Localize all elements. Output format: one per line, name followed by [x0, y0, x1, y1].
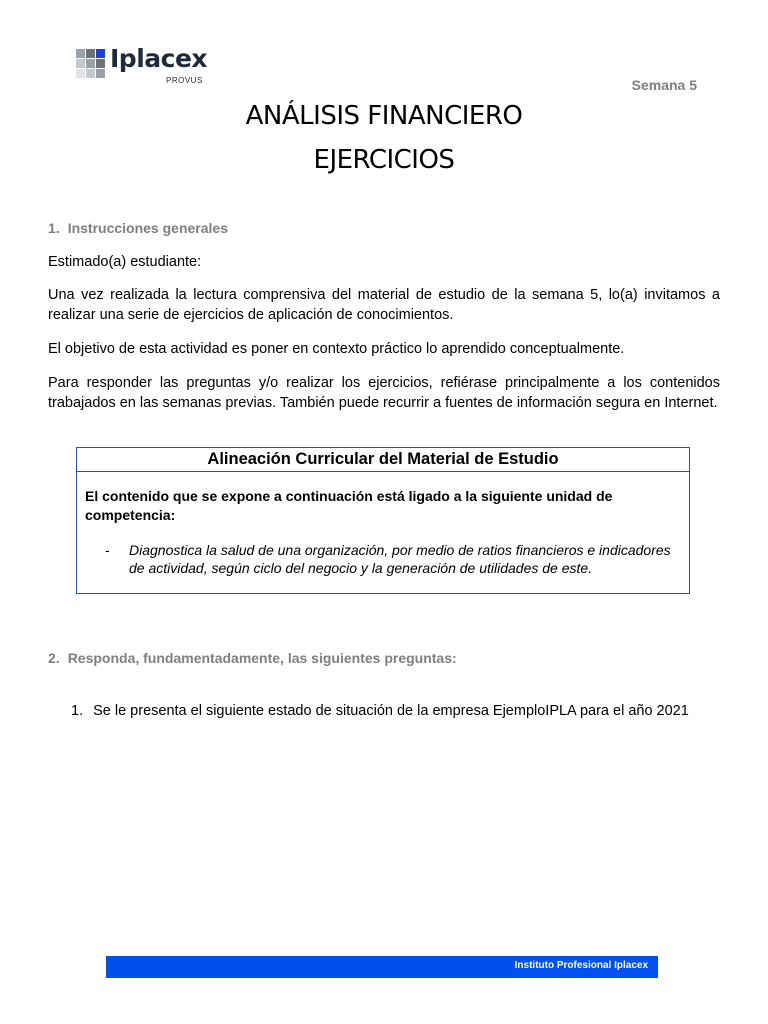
section-2-number: 2. [48, 650, 60, 666]
alignment-box-intro: El contenido que se expone a continuación está ligado a la siguiente unidad de competencia: [85, 488, 613, 523]
question-item [71, 703, 689, 719]
instructions-paragraph: Para responder las preguntas y/o realizar los ejercicios, refiérase principalmente a los contenidos trabajados en las semanas previas. También puede recurrir a fuentes de información segura en Internet. [48, 375, 720, 411]
section-1-number: 1. [48, 220, 60, 236]
competency-list-item [105, 541, 675, 577]
iplacex-grid-logo-icon [76, 49, 106, 79]
objective-paragraph: El objetivo de esta actividad es poner en contexto práctico lo aprendido conceptualmente. [48, 341, 625, 357]
footer-bar [106, 956, 658, 978]
logo-subtitle: PROVUS [166, 76, 203, 85]
competency-text: Diagnostica la salud de una organización, por medio de ratios financieros e indicadores de actividad, según ciclo del negocio y la generación de utilidades de este. [129, 542, 671, 576]
document-title: ANÁLISIS FINANCIERO [245, 101, 523, 131]
bullet-dash: - [105, 542, 110, 558]
question-number: 1. [71, 703, 84, 719]
curricular-alignment-box [76, 447, 690, 594]
question-text: Se le presenta el siguiente estado de situación de la empresa EjemploIPLA para el año 2021 [93, 703, 689, 719]
greeting-paragraph: Estimado(a) estudiante: [48, 254, 202, 270]
footer-institution-label: Instituto Profesional Iplacex [514, 960, 648, 971]
intro-paragraph: Una vez realizada la lectura comprensiva del material de estudio de la semana 5, lo(a) invitamos a realizar una serie de ejercicios de aplicación de conocimientos. [48, 287, 720, 323]
logo-wordmark: Iplacex [110, 44, 208, 73]
section-1-heading [48, 220, 228, 236]
section-2-title: Responda, fundamentadamente, las siguientes preguntas: [67, 650, 457, 666]
alignment-box-title: Alineación Curricular del Material de Estudio [77, 448, 689, 472]
document-subtitle: EJERCICIOS [313, 145, 455, 175]
week-label: Semana 5 [631, 77, 697, 93]
section-2-heading [48, 650, 457, 666]
section-1-title: Instrucciones generales [67, 220, 228, 236]
iplacex-logo [76, 46, 216, 90]
